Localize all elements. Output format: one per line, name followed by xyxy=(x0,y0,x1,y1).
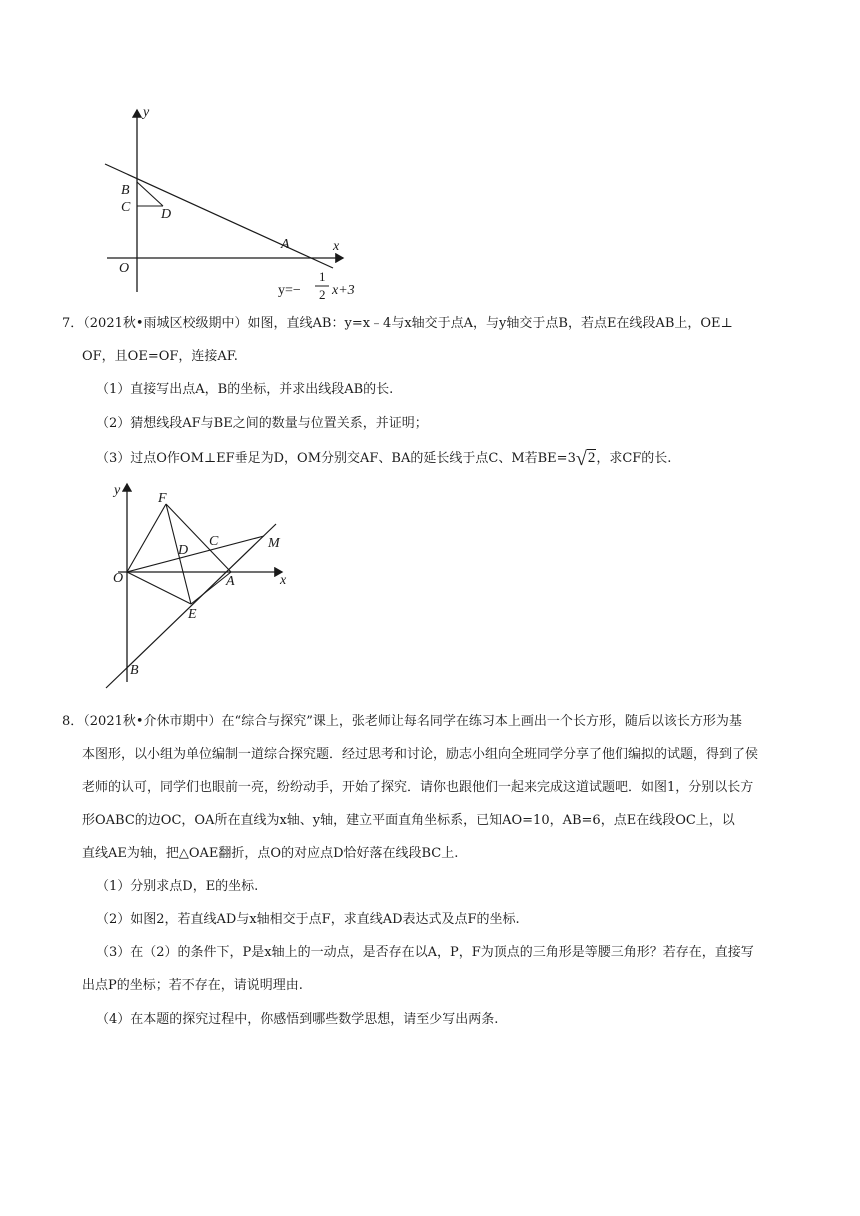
q7-part2: （2）猜想线段AF与BE之间的数量与位置关系，并证明； xyxy=(96,416,428,431)
q7-part1: （1）直接写出点A，B的坐标，并求出线段AB的长. xyxy=(96,382,394,397)
q8-part3-line2: 出点P的坐标；若不存在，请说明理由. xyxy=(82,978,303,993)
segment-om xyxy=(127,536,264,572)
equation-suffix: x+3 xyxy=(332,283,355,298)
x-axis-label: x xyxy=(280,573,287,588)
sqrt-radicand: 2 xyxy=(587,450,596,466)
q8-part1: （1）分别求点D，E的坐标. xyxy=(96,879,259,894)
q8-part3-line1: （3）在（2）的条件下，P是x轴上的一动点，是否存在以A，P，F为顶点的三角形是等腰三角形？若存在，直接写 xyxy=(96,945,754,960)
q7-part3-text: （3）过点O作OM⊥EF垂足为D，OM分别交AF、BA的延长线于点C、M若BE=3 xyxy=(96,451,576,466)
q7-line1 xyxy=(62,314,733,334)
q7-number: 7． xyxy=(62,316,84,331)
point-e-label: E xyxy=(188,607,197,622)
q7-part3 xyxy=(96,448,671,469)
point-b-label: B xyxy=(130,663,139,678)
point-c-label: C xyxy=(209,534,219,549)
y-axis-label: y xyxy=(114,483,121,498)
y-axis-label: y xyxy=(143,105,150,120)
q7-line2: OF，且OE=OF，连接AF. xyxy=(82,349,238,364)
q7-text-line1: 如图，直线AB：y=x﹣4与x轴交于点A，与y轴交于点B，若点E在线段AB上，OE⊥ xyxy=(247,316,733,331)
segment-fa xyxy=(166,504,231,572)
q8-line1 xyxy=(62,712,742,732)
q8-line5: 直线AE为轴，把△OAE翻折，点O的对应点D恰好落在线段BC上. xyxy=(82,846,459,861)
equation-numerator: 1 xyxy=(319,269,326,284)
point-b-label: B xyxy=(121,183,130,198)
q8-line3: 老师的认可，同学们也眼前一亮，纷纷动手，开始了探究．请你也跟他们一起来完成这道试题吧．如图1，分别以长方 xyxy=(82,780,754,795)
point-d-label: D xyxy=(178,543,189,558)
q8-part4: （4）在本题的探究过程中，你感悟到哪些数学思想，请至少写出两条. xyxy=(96,1012,499,1027)
segment-bd xyxy=(137,182,163,206)
q8-number: 8． xyxy=(62,714,84,729)
segment-of xyxy=(127,504,166,572)
point-o-label: O xyxy=(113,571,124,586)
point-d-label: D xyxy=(161,207,172,222)
q8-source: （2021秋•介休市期中） xyxy=(83,714,222,729)
figure-line-graph xyxy=(95,100,385,300)
origin-label: O xyxy=(119,261,130,276)
x-axis-label: x xyxy=(333,239,340,254)
equation-denominator: 2 xyxy=(319,287,326,300)
segment-oe xyxy=(127,572,191,604)
point-a-label: A xyxy=(281,237,290,252)
q7-part3-tail: ，求CF的长. xyxy=(596,451,672,466)
equation-prefix: y=− xyxy=(278,283,301,298)
point-m-label: M xyxy=(268,536,280,551)
q8-line4: 形OABC的边OC，OA所在直线为x轴、y轴，建立平面直角坐标系，已知AO=10，AB=6，点E在线段OC上，以 xyxy=(82,813,735,828)
q8-line2: 本图形，以小组为单位编制一道综合探究题．经过思考和讨论，励志小组向全班同学分享了他们编拟的试题，得到了侯 xyxy=(82,747,759,762)
point-c-label: C xyxy=(121,200,131,215)
figure-geometry xyxy=(100,478,300,690)
point-f-label: F xyxy=(158,491,167,506)
line-ab xyxy=(105,164,333,268)
segment-ea xyxy=(191,572,231,604)
q8-text-line1: 在“综合与探究”课上，张老师让每名同学在练习本上画出一个长方形，随后以该长方形为基 xyxy=(221,714,742,729)
sqrt-symbol: √2 xyxy=(575,448,596,470)
point-a-label: A xyxy=(226,574,235,589)
q7-source: （2021秋•雨城区校级期中） xyxy=(83,316,248,331)
q8-part2: （2）如图2，若直线AD与x轴相交于点F，求直线AD表达式及点F的坐标. xyxy=(96,912,520,927)
